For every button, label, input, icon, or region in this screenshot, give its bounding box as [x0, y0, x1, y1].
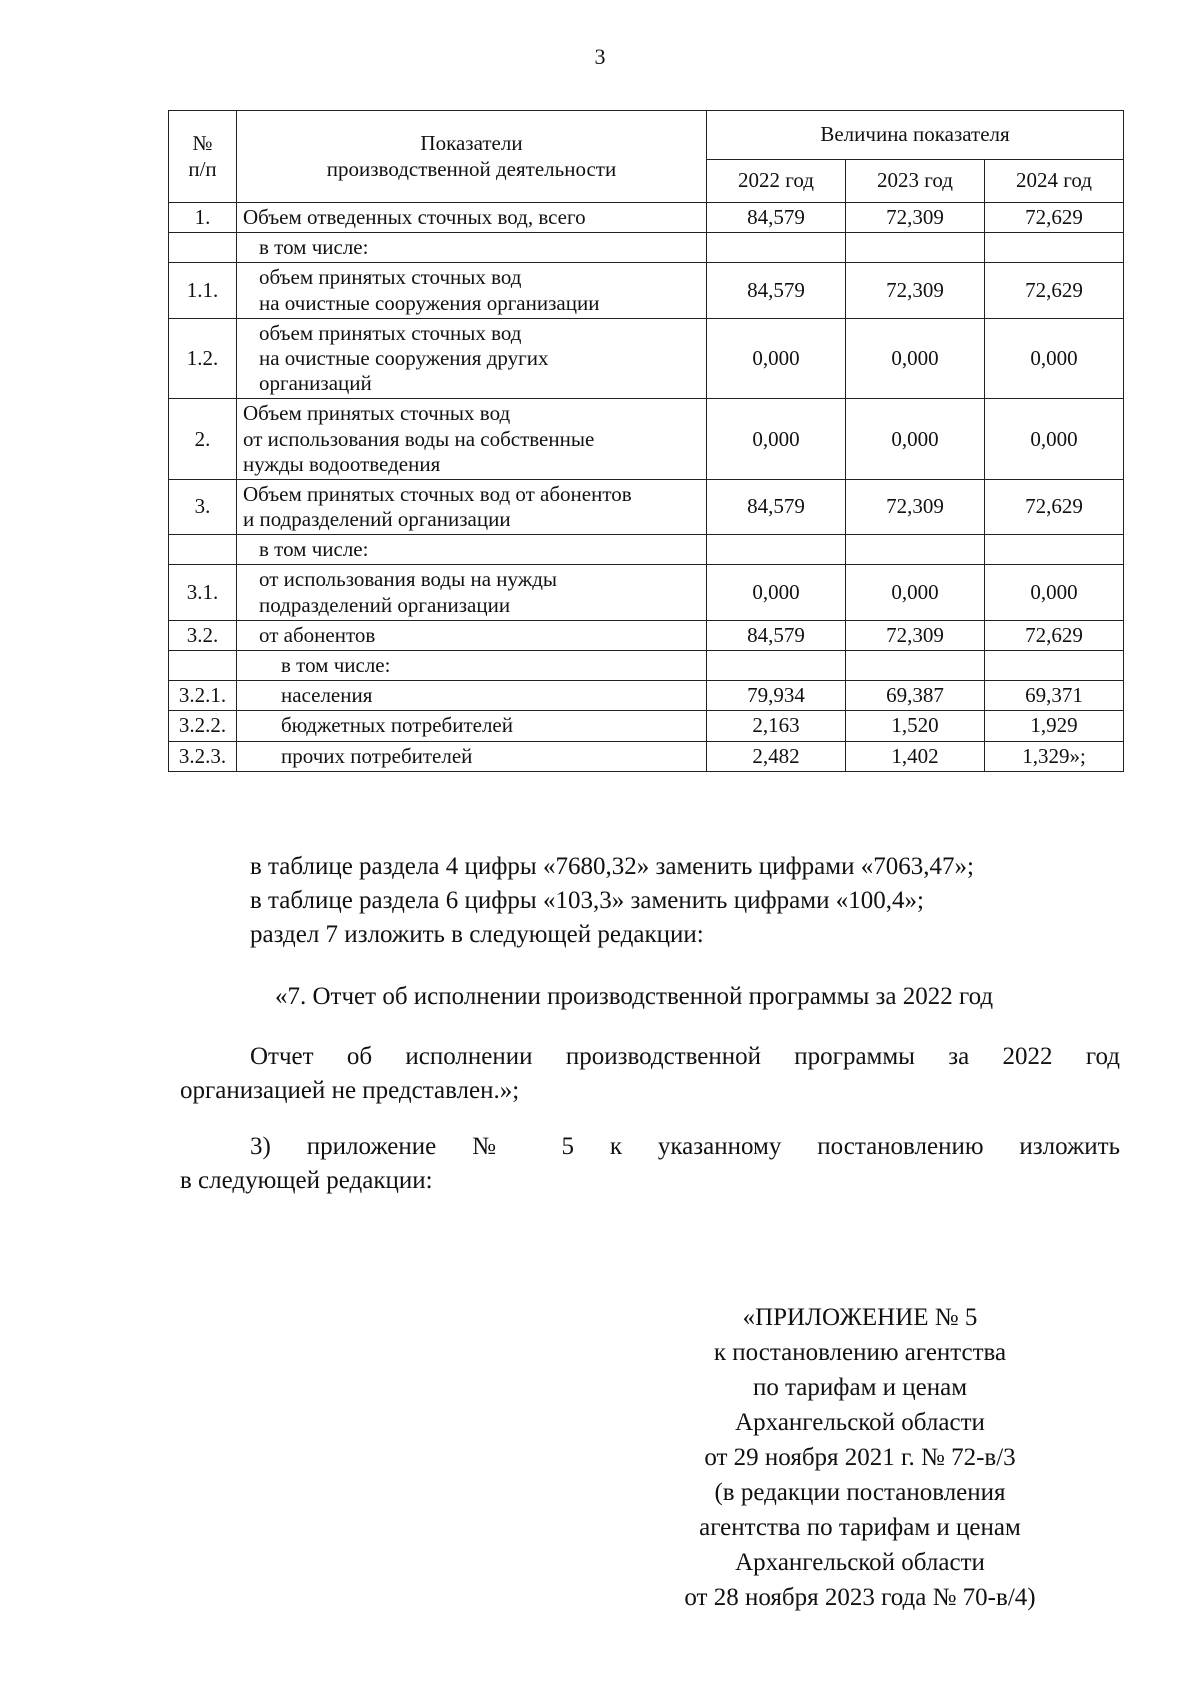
row-value: 72,309 — [846, 479, 985, 534]
row-value: 69,371 — [985, 681, 1124, 711]
report-line-2: организацией не представлен.»; — [180, 1077, 520, 1104]
row-value: 2,482 — [707, 741, 846, 771]
row-value: 0,000 — [846, 565, 985, 620]
row-indicator: населения — [237, 681, 707, 711]
row-indicator: от абонентов — [237, 620, 707, 650]
row-value: 0,000 — [707, 565, 846, 620]
table-row — [169, 681, 1124, 711]
table-row — [169, 711, 1124, 741]
row-value — [985, 233, 1124, 263]
row-number: 3.2.1. — [169, 681, 237, 711]
row-number: 1.1. — [169, 263, 237, 318]
table-row — [169, 741, 1124, 771]
row-value: 79,934 — [707, 681, 846, 711]
amendments-block — [180, 850, 1120, 952]
row-value: 1,929 — [985, 711, 1124, 741]
row-indicator: Объем принятых сточных вод от использования воды на собственные нужды водоотведения — [237, 399, 707, 480]
row-number — [169, 535, 237, 565]
amendment-line-3: раздел 7 изложить в следующей редакции: — [250, 921, 704, 948]
header-year-2022: 2022 год — [707, 160, 846, 203]
table-body — [169, 203, 1124, 772]
row-value — [846, 233, 985, 263]
row-value: 72,309 — [846, 203, 985, 233]
header-num: № п/п — [169, 111, 237, 203]
row-number: 3.2.2. — [169, 711, 237, 741]
row-value: 72,309 — [846, 620, 985, 650]
table-row — [169, 565, 1124, 620]
row-number: 3.1. — [169, 565, 237, 620]
appendix-line: агентства по тарифам и ценам — [699, 1514, 1021, 1541]
row-value: 84,579 — [707, 479, 846, 534]
table-row — [169, 318, 1124, 399]
amendment-line-2: в таблице раздела 6 цифры «103,3» заменить цифрами «100,4»; — [250, 887, 924, 914]
row-number: 1.2. — [169, 318, 237, 399]
row-value — [846, 535, 985, 565]
table-row — [169, 651, 1124, 681]
appendix-header — [640, 1300, 1080, 1615]
table-row — [169, 479, 1124, 534]
row-indicator: от использования воды на нужды подразделений организации — [237, 565, 707, 620]
row-indicator: объем принятых сточных вод на очистные сооружения других организаций — [237, 318, 707, 399]
row-value: 0,000 — [985, 399, 1124, 480]
row-value: 72,629 — [985, 263, 1124, 318]
row-value: 0,000 — [985, 565, 1124, 620]
row-value — [985, 651, 1124, 681]
production-indicators-table — [168, 110, 1124, 772]
row-indicator: Объем отведенных сточных вод, всего — [237, 203, 707, 233]
row-value — [846, 651, 985, 681]
row-indicator: в том числе: — [237, 651, 707, 681]
section-title-block — [180, 980, 1120, 1014]
table-row — [169, 233, 1124, 263]
row-value — [707, 535, 846, 565]
row-value: 72,629 — [985, 479, 1124, 534]
row-indicator: в том числе: — [237, 535, 707, 565]
header-indicator: Показатели производственной деятельности — [237, 111, 707, 203]
row-value: 72,309 — [846, 263, 985, 318]
row-indicator: объем принятых сточных вод на очистные сооружения организации — [237, 263, 707, 318]
row-value: 0,000 — [707, 399, 846, 480]
item3-paragraph — [180, 1130, 1120, 1198]
row-number: 2. — [169, 399, 237, 480]
report-line-1: Отчет об исполнении производственной программы за 2022 год — [250, 1043, 1120, 1070]
row-indicator: Объем принятых сточных вод от абонентов и подразделений организации — [237, 479, 707, 534]
row-number — [169, 233, 237, 263]
appendix-line: Архангельской области — [735, 1409, 985, 1436]
header-year-2023: 2023 год — [846, 160, 985, 203]
appendix-line: по тарифам и ценам — [752, 1374, 968, 1401]
row-number: 3.2. — [169, 620, 237, 650]
row-indicator: бюджетных потребителей — [237, 711, 707, 741]
appendix-line: от 28 ноября 2023 года № 70-в/4) — [684, 1584, 1036, 1611]
section-title: «7. Отчет об исполнении производственной программы за 2022 год — [275, 983, 994, 1010]
row-value: 2,163 — [707, 711, 846, 741]
table-row — [169, 203, 1124, 233]
appendix-line: к постановлению агентства — [713, 1339, 1007, 1366]
row-value: 72,629 — [985, 620, 1124, 650]
table-row — [169, 620, 1124, 650]
row-value — [707, 651, 846, 681]
row-indicator: в том числе: — [237, 233, 707, 263]
row-value: 0,000 — [985, 318, 1124, 399]
row-value: 0,000 — [707, 318, 846, 399]
row-value: 0,000 — [846, 399, 985, 480]
row-value: 0,000 — [846, 318, 985, 399]
table-row — [169, 263, 1124, 318]
appendix-line: Архангельской области — [735, 1549, 985, 1576]
item3-line-2: в следующей редакции: — [180, 1167, 433, 1194]
row-value: 72,629 — [985, 203, 1124, 233]
row-value — [707, 233, 846, 263]
row-value: 84,579 — [707, 620, 846, 650]
appendix-line: (в редакции постановления — [714, 1479, 1006, 1506]
header-year-2024: 2024 год — [985, 160, 1124, 203]
row-value: 1,520 — [846, 711, 985, 741]
table-row — [169, 399, 1124, 480]
table-row — [169, 535, 1124, 565]
row-value: 69,387 — [846, 681, 985, 711]
page-number: 3 — [594, 44, 606, 69]
report-paragraph — [180, 1040, 1120, 1108]
item3-line-1: 3) приложение № 5 к указанному постановлению изложить — [250, 1133, 1120, 1160]
amendment-line-1: в таблице раздела 4 цифры «7680,32» заменить цифрами «7063,47»; — [250, 853, 974, 880]
row-value: 84,579 — [707, 203, 846, 233]
appendix-line: от 29 ноября 2021 г. № 72-в/3 — [704, 1444, 1016, 1471]
header-value-group: Величина показателя — [707, 111, 1124, 160]
row-value: 1,329»; — [985, 741, 1124, 771]
row-number — [169, 651, 237, 681]
appendix-line: «ПРИЛОЖЕНИЕ № 5 — [742, 1304, 978, 1331]
row-number: 3.2.3. — [169, 741, 237, 771]
row-number: 3. — [169, 479, 237, 534]
row-value: 1,402 — [846, 741, 985, 771]
row-number: 1. — [169, 203, 237, 233]
row-indicator: прочих потребителей — [237, 741, 707, 771]
row-value: 84,579 — [707, 263, 846, 318]
row-value — [985, 535, 1124, 565]
